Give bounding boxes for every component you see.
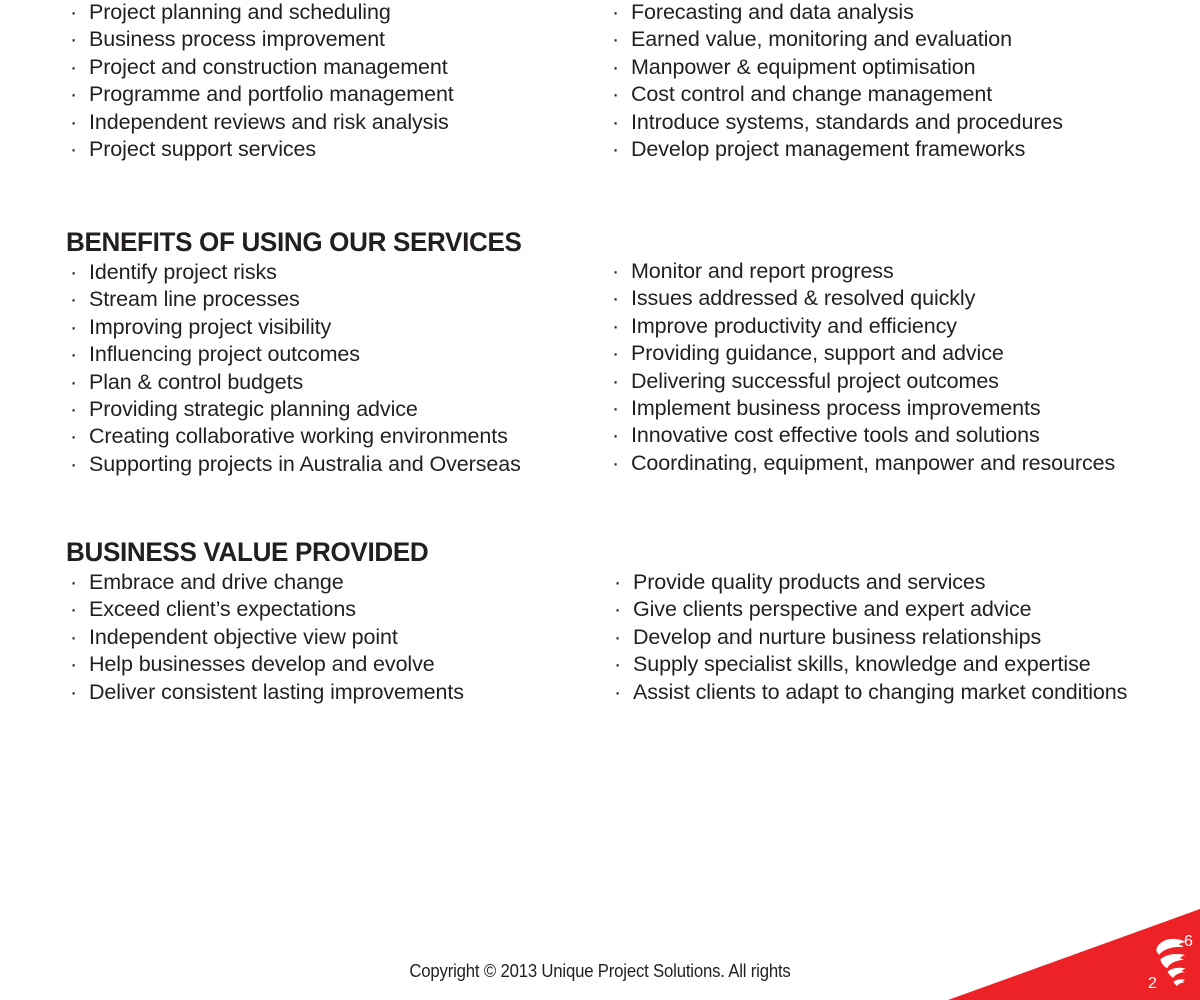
footer-copyright-text: Copyright © 2013 Unique Project Solutions. All rights (409, 961, 791, 981)
bullet-point-icon: · (70, 424, 78, 449)
list-item (70, 54, 454, 81)
bullet-point-icon: · (612, 341, 620, 366)
bullet-point-icon: · (612, 368, 620, 393)
list-item-label: Issues addressed & resolved quickly (631, 286, 976, 311)
list-item (614, 569, 1127, 596)
bullet-point-icon: · (612, 286, 620, 311)
bullet-point-icon: · (614, 652, 622, 677)
list-item-label: Exceed client’s expectations (89, 597, 356, 622)
list-item-label: Independent objective view point (89, 624, 398, 649)
list-item (614, 596, 1127, 623)
list-item (70, 679, 464, 706)
bullet-point-icon: · (70, 342, 78, 367)
list-item-label: Supply specialist skills, knowledge and expertise (633, 652, 1091, 677)
logo-swirl-icon (1146, 932, 1198, 994)
list-item-label: Assist clients to adapt to changing market conditions (633, 679, 1128, 704)
list-item-label: Cost control and change management (631, 82, 993, 107)
list-item-label: Develop and nurture business relationships (633, 624, 1042, 649)
bullet-point-icon: · (70, 314, 78, 339)
list-item-label: Deliver consistent lasting improvements (89, 679, 464, 704)
list-item-label: Programme and portfolio management (89, 82, 454, 107)
benefits-left-column (70, 259, 521, 478)
bullet-point-icon: · (70, 679, 78, 704)
list-item-label: Monitor and report progress (631, 259, 894, 283)
list-item (612, 340, 1115, 367)
bullet-point-icon: · (612, 396, 620, 421)
services-left-list (70, 0, 454, 163)
list-item-label: Supporting projects in Australia and Overseas (89, 451, 521, 476)
list-item (612, 26, 1063, 53)
list-item-label: Business process improvement (89, 27, 385, 52)
list-item (70, 259, 521, 286)
list-item (612, 450, 1115, 477)
list-item (612, 395, 1115, 422)
list-item-label: Independent reviews and risk analysis (89, 109, 449, 134)
list-item-label: Implement business process improvements (631, 396, 1041, 421)
list-item (612, 285, 1115, 312)
list-item (70, 136, 454, 163)
list-item (612, 368, 1115, 395)
bullet-point-icon: · (70, 287, 78, 312)
list-item-label: Project and construction management (89, 54, 448, 79)
services-right-column (612, 0, 1063, 163)
list-item-label: Innovative cost effective tools and solutions (631, 423, 1040, 448)
bullet-point-icon: · (614, 624, 622, 649)
bullet-point-icon: · (612, 27, 620, 52)
bullet-point-icon: · (70, 0, 78, 24)
list-item (70, 314, 521, 341)
services-left-column (70, 0, 454, 163)
list-item (70, 451, 521, 478)
services-right-list (612, 0, 1063, 163)
list-item-label: Coordinating, equipment, manpower and resources (631, 450, 1116, 475)
bullet-point-icon: · (70, 82, 78, 107)
list-item-label: Give clients perspective and expert advice (633, 597, 1032, 622)
list-item (612, 258, 1115, 285)
list-item (70, 26, 454, 53)
bullet-point-icon: · (612, 450, 620, 475)
list-item-label: Earned value, monitoring and evaluation (631, 27, 1012, 52)
benefits-section-heading: BENEFITS OF USING OUR SERVICES (66, 227, 522, 257)
bullet-point-icon: · (612, 54, 620, 79)
list-item (70, 81, 454, 108)
benefits-right-column (612, 258, 1115, 477)
list-item-label: Influencing project outcomes (89, 342, 360, 367)
list-item (70, 286, 521, 313)
bullet-point-icon: · (614, 570, 622, 594)
bullet-point-icon: · (70, 137, 78, 162)
list-item-label: Help businesses develop and evolve (89, 652, 435, 677)
list-item (70, 341, 521, 368)
list-item-label: Improving project visibility (89, 314, 332, 339)
list-item (70, 396, 521, 423)
list-item-label: Improve productivity and efficiency (631, 313, 957, 338)
bullet-point-icon: · (70, 54, 78, 79)
list-item-label: Identify project risks (89, 260, 277, 284)
list-item (612, 0, 1063, 26)
list-item-label: Delivering successful project outcomes (631, 368, 999, 393)
list-item (70, 369, 521, 396)
bullet-point-icon: · (612, 82, 620, 107)
bullet-point-icon: · (70, 369, 78, 394)
bullet-point-icon: · (612, 109, 620, 134)
bullet-point-icon: · (70, 27, 78, 52)
list-item-label: Forecasting and data analysis (631, 0, 914, 24)
list-item (70, 0, 454, 26)
list-item (612, 136, 1063, 163)
list-item (70, 109, 454, 136)
bullet-point-icon: · (612, 137, 620, 162)
list-item (612, 54, 1063, 81)
list-item-label: Embrace and drive change (89, 570, 344, 594)
bullet-point-icon: · (614, 597, 622, 622)
list-item (612, 81, 1063, 108)
logo-top-digit: 6 (1184, 933, 1193, 950)
business-value-left-list (70, 569, 464, 706)
logo-bottom-digit: 2 (1148, 975, 1157, 992)
list-item (612, 109, 1063, 136)
list-item-label: Creating collaborative working environments (89, 424, 508, 449)
list-item-label: Provide quality products and services (633, 570, 986, 594)
list-item-label: Project support services (89, 137, 317, 162)
business-value-right-list (614, 569, 1127, 706)
list-item-label: Stream line processes (89, 287, 300, 312)
list-item (70, 651, 464, 678)
business-value-section-heading: BUSINESS VALUE PROVIDED (66, 537, 429, 567)
bullet-point-icon: · (70, 624, 78, 649)
list-item-label: Plan & control budgets (89, 369, 304, 394)
list-item-label: Introduce systems, standards and procedures (631, 109, 1063, 134)
business-value-right-column (614, 569, 1127, 706)
bullet-point-icon: · (612, 0, 620, 24)
company-logo (1146, 932, 1198, 994)
bullet-point-icon: · (70, 397, 78, 422)
bullet-point-icon: · (70, 570, 78, 594)
bullet-point-icon: · (612, 259, 620, 283)
benefits-right-list (612, 258, 1115, 477)
bullet-point-icon: · (70, 451, 78, 476)
list-item (614, 624, 1127, 651)
list-item (70, 423, 521, 450)
bullet-point-icon: · (70, 652, 78, 677)
bullet-point-icon: · (614, 679, 622, 704)
benefits-left-list (70, 259, 521, 478)
list-item-label: Project planning and scheduling (89, 0, 391, 24)
list-item (612, 422, 1115, 449)
list-item (70, 596, 464, 623)
bullet-point-icon: · (612, 313, 620, 338)
list-item (614, 679, 1127, 706)
list-item-label: Providing guidance, support and advice (631, 341, 1004, 366)
list-item (70, 569, 464, 596)
list-item (70, 624, 464, 651)
list-item (612, 313, 1115, 340)
bullet-point-icon: · (70, 597, 78, 622)
list-item-label: Providing strategic planning advice (89, 397, 418, 422)
list-item-label: Develop project management frameworks (631, 137, 1026, 162)
list-item (614, 651, 1127, 678)
bullet-point-icon: · (70, 109, 78, 134)
business-value-left-column (70, 569, 464, 706)
bullet-point-icon: · (70, 260, 78, 284)
list-item-label: Manpower & equipment optimisation (631, 54, 976, 79)
bullet-point-icon: · (612, 423, 620, 448)
